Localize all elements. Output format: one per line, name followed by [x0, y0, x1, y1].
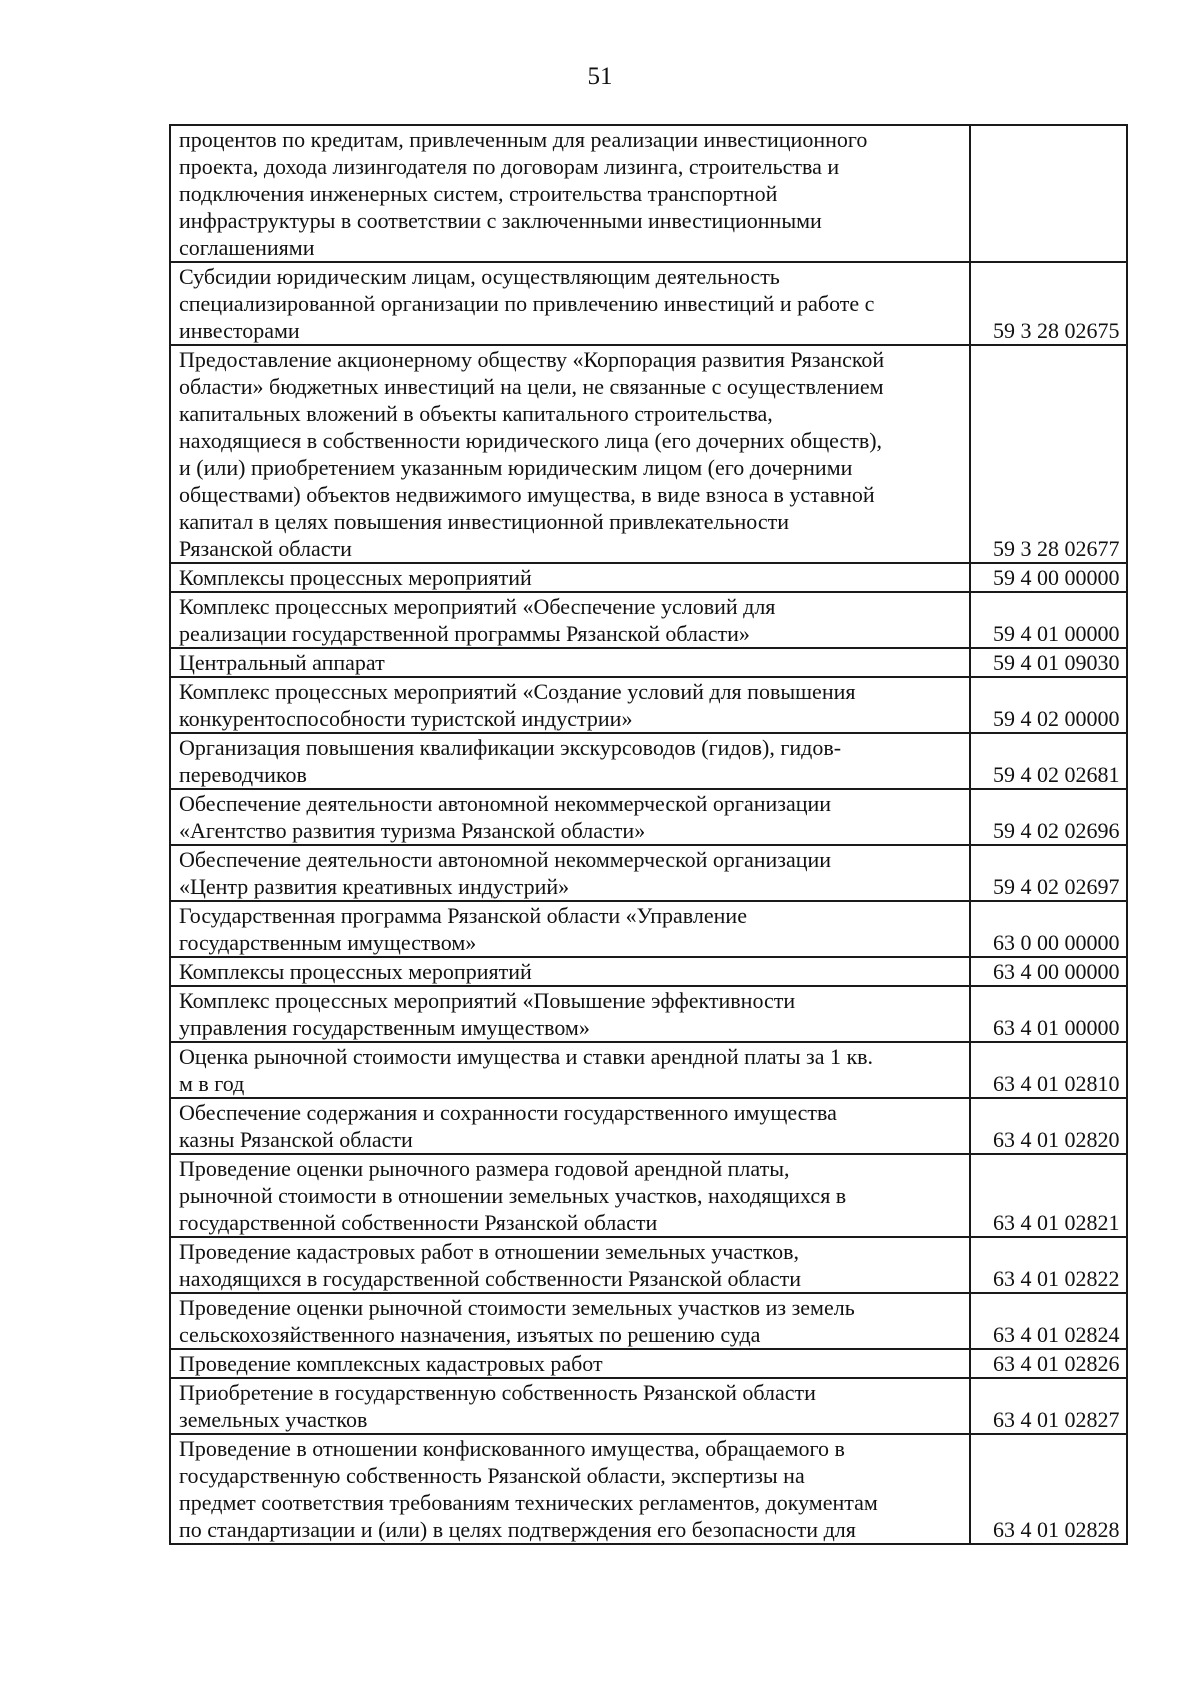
- row-code: 63 4 01 02822: [970, 1237, 1127, 1293]
- description-line: Комплексы процессных мероприятий: [179, 565, 532, 590]
- description-line: Государственная программа Рязанской области «Управление: [179, 903, 747, 928]
- row-code: 59 4 02 02696: [970, 789, 1127, 845]
- description-line: Проведение оценки рыночного размера годовой арендной платы,: [179, 1156, 790, 1181]
- description-line: соглашениями: [179, 235, 315, 260]
- description-line: реализации государственной программы Рязанской области»: [179, 621, 750, 646]
- row-code: [970, 125, 1127, 262]
- row-description: [170, 1237, 970, 1293]
- description-line: Рязанской области: [179, 536, 352, 561]
- row-code: 59 4 02 02697: [970, 845, 1127, 901]
- table-row: [170, 563, 1127, 592]
- description-line: Предоставление акционерному обществу «Корпорация развития Рязанской: [179, 347, 885, 372]
- description-line: Проведение в отношении конфискованного имущества, обращаемого в: [179, 1436, 845, 1461]
- description-line: обществами) объектов недвижимого имущества, в виде взноса в уставной: [179, 482, 875, 507]
- table-row: [170, 1293, 1127, 1349]
- table-row: [170, 592, 1127, 648]
- description-line: предмет соответствия требованиям технических регламентов, документам: [179, 1490, 878, 1515]
- description-line: управления государственным имуществом»: [179, 1015, 590, 1040]
- description-line: инвесторами: [179, 318, 300, 343]
- row-code: 63 4 01 02828: [970, 1434, 1127, 1544]
- description-line: находящихся в государственной собственности Рязанской области: [179, 1266, 802, 1291]
- row-description: [170, 1098, 970, 1154]
- row-description: [170, 901, 970, 957]
- row-description: [170, 345, 970, 563]
- row-description: [170, 1042, 970, 1098]
- description-line: государственную собственность Рязанской области, экспертизы на: [179, 1463, 805, 1488]
- table-row: [170, 1349, 1127, 1378]
- row-code: 63 4 01 02824: [970, 1293, 1127, 1349]
- description-line: проекта, дохода лизингодателя по договорам лизинга, строительства и: [179, 154, 840, 179]
- table-row: [170, 957, 1127, 986]
- row-description: [170, 563, 970, 592]
- table-row: [170, 125, 1127, 262]
- description-line: Организация повышения квалификации экскурсоводов (гидов), гидов-: [179, 735, 842, 760]
- row-description: [170, 789, 970, 845]
- description-line: конкурентоспособности туристской индустрии»: [179, 706, 633, 731]
- description-line: находящиеся в собственности юридического лица (его дочерних обществ),: [179, 428, 883, 453]
- row-code: 59 4 01 00000: [970, 592, 1127, 648]
- description-line: инфраструктуры в соответствии с заключенными инвестиционными: [179, 208, 822, 233]
- description-line: области» бюджетных инвестиций на цели, не связанные с осуществлением: [179, 374, 884, 399]
- table-row: [170, 789, 1127, 845]
- description-line: процентов по кредитам, привлеченным для реализации инвестиционного: [179, 127, 868, 152]
- description-line: государственным имуществом»: [179, 930, 477, 955]
- description-line: «Центр развития креативных индустрий»: [179, 874, 570, 899]
- description-line: Проведение оценки рыночной стоимости земельных участков из земель: [179, 1295, 855, 1320]
- description-line: по стандартизации и (или) в целях подтверждения его безопасности для: [179, 1517, 856, 1542]
- row-description: [170, 592, 970, 648]
- row-code: 59 3 28 02677: [970, 345, 1127, 563]
- description-line: Комплекс процессных мероприятий «Повышение эффективности: [179, 988, 796, 1013]
- row-code: 63 4 00 00000: [970, 957, 1127, 986]
- description-line: Оценка рыночной стоимости имущества и ставки арендной платы за 1 кв.: [179, 1044, 874, 1069]
- row-description: [170, 845, 970, 901]
- table-row: [170, 1042, 1127, 1098]
- row-description: [170, 1434, 970, 1544]
- row-code: 59 4 02 02681: [970, 733, 1127, 789]
- row-code: 63 0 00 00000: [970, 901, 1127, 957]
- row-code: 63 4 01 00000: [970, 986, 1127, 1042]
- row-description: [170, 986, 970, 1042]
- description-line: подключения инженерных систем, строительства транспортной: [179, 181, 778, 206]
- table-row: [170, 262, 1127, 345]
- table-row: [170, 1378, 1127, 1434]
- table-row: [170, 1237, 1127, 1293]
- description-line: Проведение комплексных кадастровых работ: [179, 1351, 603, 1376]
- row-code: 63 4 01 02827: [970, 1378, 1127, 1434]
- row-code: 59 3 28 02675: [970, 262, 1127, 345]
- description-line: «Агентство развития туризма Рязанской области»: [179, 818, 646, 843]
- page-number: 51: [587, 63, 613, 90]
- row-description: [170, 125, 970, 262]
- row-code: 63 4 01 02810: [970, 1042, 1127, 1098]
- description-line: Комплекс процессных мероприятий «Создание условий для повышения: [179, 679, 856, 704]
- row-code: 59 4 02 00000: [970, 677, 1127, 733]
- row-code: 59 4 01 09030: [970, 648, 1127, 677]
- row-description: [170, 1378, 970, 1434]
- row-code: 63 4 01 02826: [970, 1349, 1127, 1378]
- table-body: [170, 125, 1127, 1544]
- description-line: Субсидии юридическим лицам, осуществляющим деятельность: [179, 264, 780, 289]
- table-row: [170, 986, 1127, 1042]
- description-line: Обеспечение содержания и сохранности государственного имущества: [179, 1100, 837, 1125]
- table-row: [170, 648, 1127, 677]
- description-line: Приобретение в государственную собственность Рязанской области: [179, 1380, 816, 1405]
- description-line: Проведение кадастровых работ в отношении земельных участков,: [179, 1239, 799, 1264]
- table-row: [170, 345, 1127, 563]
- description-line: государственной собственности Рязанской области: [179, 1210, 658, 1235]
- description-line: и (или) приобретением указанным юридическим лицом (его дочерними: [179, 455, 853, 480]
- table-row: [170, 1434, 1127, 1544]
- description-line: Обеспечение деятельности автономной некоммерческой организации: [179, 847, 832, 872]
- budget-classification-table: [169, 124, 1128, 1545]
- table-row: [170, 677, 1127, 733]
- row-description: [170, 1349, 970, 1378]
- row-code: 63 4 01 02820: [970, 1098, 1127, 1154]
- description-line: капитальных вложений в объекты капитального строительства,: [179, 401, 773, 426]
- row-description: [170, 648, 970, 677]
- description-line: сельскохозяйственного назначения, изъятых по решению суда: [179, 1322, 761, 1347]
- description-line: переводчиков: [179, 762, 307, 787]
- description-line: казны Рязанской области: [179, 1127, 413, 1152]
- row-description: [170, 1154, 970, 1237]
- description-line: земельных участков: [179, 1407, 368, 1432]
- row-code: 63 4 01 02821: [970, 1154, 1127, 1237]
- description-line: Центральный аппарат: [179, 650, 385, 675]
- description-line: м в год: [179, 1071, 245, 1096]
- description-line: Комплексы процессных мероприятий: [179, 959, 532, 984]
- description-line: капитал в целях повышения инвестиционной привлекательности: [179, 509, 789, 534]
- row-description: [170, 262, 970, 345]
- row-code: 59 4 00 00000: [970, 563, 1127, 592]
- row-description: [170, 733, 970, 789]
- table-row: [170, 901, 1127, 957]
- table-row: [170, 1098, 1127, 1154]
- table-row: [170, 845, 1127, 901]
- description-line: Комплекс процессных мероприятий «Обеспечение условий для: [179, 594, 776, 619]
- row-description: [170, 1293, 970, 1349]
- description-line: рыночной стоимости в отношении земельных участков, находящихся в: [179, 1183, 847, 1208]
- row-description: [170, 957, 970, 986]
- description-line: Обеспечение деятельности автономной некоммерческой организации: [179, 791, 832, 816]
- description-line: специализированной организации по привлечению инвестиций и работе с: [179, 291, 875, 316]
- row-description: [170, 677, 970, 733]
- table-row: [170, 733, 1127, 789]
- table-row: [170, 1154, 1127, 1237]
